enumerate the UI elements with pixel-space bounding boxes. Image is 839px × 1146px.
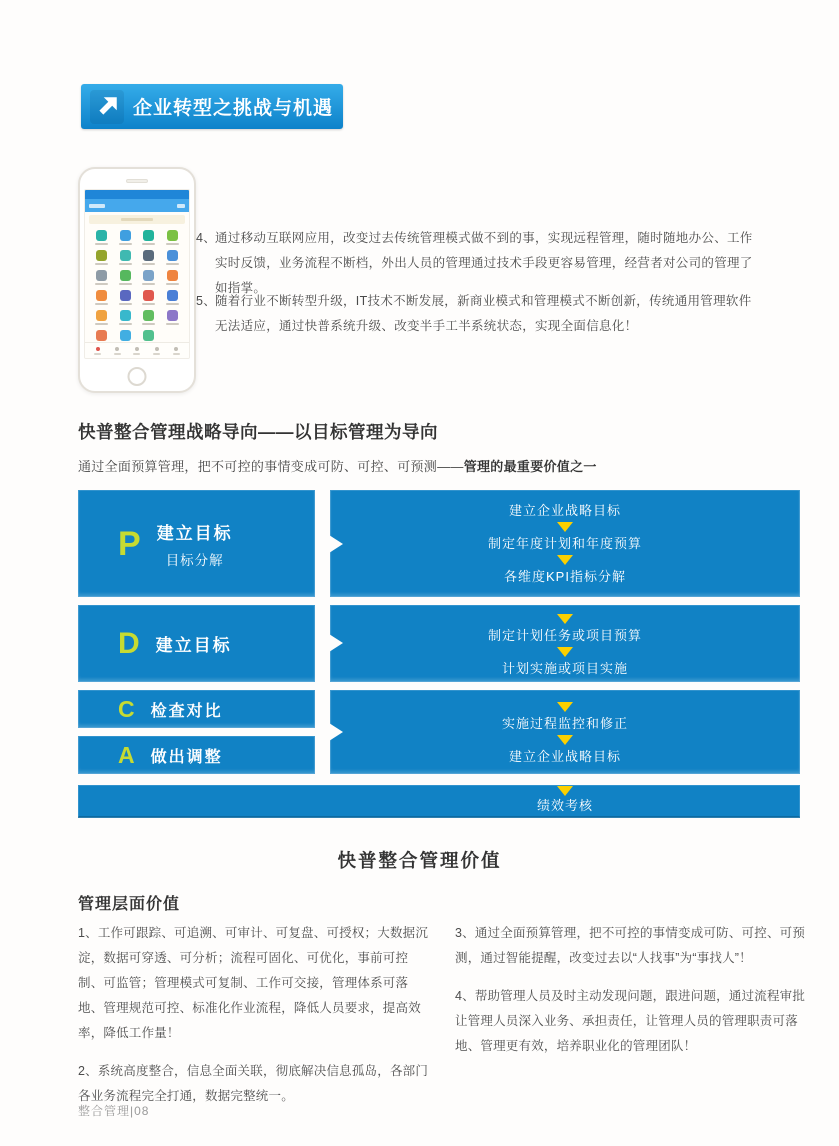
pdca-step: 实施过程监控和修正 (501, 716, 628, 731)
phone-app-icon (161, 230, 185, 245)
phone-app-header (85, 199, 189, 212)
value-item-4: 4、帮助管理人员及时主动发现问题，跟进问题，通过流程审批让管理人员深入业务、承担责任，让管理人员的管理职责可落地、管理更有效，培养职业化的管理团队！ (455, 989, 806, 1053)
pdca-d-left-box (78, 605, 315, 682)
phone-home-button (128, 367, 147, 386)
value-item-2: 2、系统高度整合，信息全面关联，彻底解决信息孤岛，各部门各业务流程完全打通，数据完整统一。 (78, 1064, 429, 1103)
phone-tab-bar (85, 342, 189, 358)
phone-speaker (126, 179, 148, 183)
pdca-a-label: 做出调整 (150, 748, 223, 766)
strategy-subtext-normal: 通过全面预算管理，把不可控的事情变成可防、可控、可预测—— (78, 459, 464, 474)
phone-app-icon (137, 250, 161, 265)
phone-app-icon (161, 250, 185, 265)
phone-app-icon (137, 290, 161, 305)
phone-app-icon (90, 310, 114, 325)
down-arrow-icon (557, 702, 573, 712)
phone-app-icon (90, 270, 114, 285)
pdca-p-sublabel: 目标分解 (165, 552, 224, 568)
banner-title: 企业转型之挑战与机遇 (133, 98, 334, 119)
phone-app-icon (90, 250, 114, 265)
strategy-heading: 快普整合管理战略导向——以目标管理为导向 (78, 422, 438, 442)
pdca-diagram (78, 490, 800, 820)
down-arrow-icon (557, 735, 573, 745)
value-section-heading: 管理层面价值 (78, 896, 181, 913)
pdca-a-left-box (78, 736, 315, 774)
intro-paragraph-5 (196, 289, 753, 339)
strategy-subtext (78, 456, 597, 475)
pdca-step: 建立企业战略目标 (508, 503, 621, 518)
phone-app-icon (137, 310, 161, 325)
down-arrow-icon (557, 522, 573, 532)
pdca-letter-d: D (118, 626, 140, 660)
pdca-d-label: 建立目标 (155, 636, 232, 655)
pdca-p-steps-box (330, 490, 800, 597)
pdca-p-label: 建立目标 (156, 523, 233, 543)
phone-tab (153, 347, 160, 355)
pdca-letter-p: P (118, 524, 141, 563)
pdca-final-step: 绩效考核 (536, 798, 593, 813)
paragraph-text: 随着行业不断转型升级，IT技术不断发展，新商业模式和管理模式不断创新，传统通用管理软件无法适应，通过快普系统升级、改变半手工半系统状态，实现全面信息化！ (215, 294, 752, 333)
paragraph-number: 4、 (196, 231, 217, 245)
pdca-p-left-box (78, 490, 315, 597)
section-banner (81, 84, 343, 129)
phone-app-icon (114, 310, 138, 325)
pdca-step: 制定年度计划和年度预算 (487, 536, 642, 551)
strategy-subtext-bold: 管理的最重要价值之一 (463, 459, 597, 474)
phone-app-icon (161, 310, 185, 325)
pdca-d-steps-box (330, 605, 800, 682)
phone-tab (114, 347, 121, 355)
phone-statusbar (85, 190, 189, 199)
right-chevron-icon (315, 526, 343, 562)
phone-tab (173, 347, 180, 355)
right-chevron-icon (315, 625, 343, 661)
phone-app-icon (161, 270, 185, 285)
value-column-left (78, 921, 431, 1122)
phone-app-grid (85, 227, 189, 345)
phone-app-icon (114, 250, 138, 265)
value-item-3: 3、通过全面预算管理，把不可控的事情变成可防、可控、可预测，通过智能提醒，改变过去以“人找事”为“事找人”！ (455, 926, 806, 965)
pdca-c-label: 检查对比 (150, 702, 223, 720)
phone-app-icon (114, 270, 138, 285)
paragraph-text: 通过移动互联网应用，改变过去传统管理模式做不到的事，实现远程管理，随时随地办公、工作实时反馈，业务流程不断档，外出人员的管理通过技术手段更容易管理，经营者对公司的管理了如指掌。 (215, 231, 753, 295)
page-footer: 整合管理|08 (78, 1104, 150, 1118)
pdca-step: 制定计划任务或项目预算 (487, 627, 642, 643)
down-arrow-icon (557, 614, 573, 624)
phone-app-icon (114, 230, 138, 245)
pdca-footer-bar (78, 785, 800, 818)
phone-app-icon (161, 290, 185, 305)
phone-app-icon (137, 270, 161, 285)
phone-mockup (78, 167, 196, 393)
value-item-1: 1、工作可跟踪、可追溯、可审计、可复盘、可授权；大数据沉淀，数据可穿透、可分析；流程可固化、可优化，事前可控制、可监管；管理模式可复制、工作可交接，管理体系可落地、管理规范可控、标准化作业流程，降低人员要求，提高效率，降低工作量！ (78, 926, 429, 1040)
phone-screen (84, 189, 190, 359)
pdca-step: 计划实施或项目实施 (501, 660, 628, 676)
phone-tab (94, 347, 101, 355)
pdca-ca-steps-box (330, 690, 800, 774)
arrow-up-right-icon (90, 90, 124, 124)
pdca-step: 各维度KPI指标分解 (504, 569, 626, 584)
down-arrow-icon (557, 555, 573, 565)
phone-app-icon (90, 290, 114, 305)
phone-app-icon (114, 290, 138, 305)
phone-app-icon (137, 230, 161, 245)
phone-search-bar (89, 215, 185, 224)
pdca-step: 建立企业战略目标 (508, 749, 621, 764)
value-heading: 快普整合管理价值 (337, 850, 502, 871)
paragraph-number: 5、 (196, 294, 217, 308)
pdca-letter-c: C (118, 695, 135, 722)
phone-app-icon (90, 230, 114, 245)
phone-tab (133, 347, 140, 355)
pdca-c-left-box (78, 690, 315, 728)
right-chevron-icon (315, 714, 343, 750)
pdca-letter-a: A (118, 741, 135, 768)
down-arrow-icon (557, 786, 573, 796)
value-column-right (455, 921, 808, 1072)
down-arrow-icon (557, 647, 573, 657)
